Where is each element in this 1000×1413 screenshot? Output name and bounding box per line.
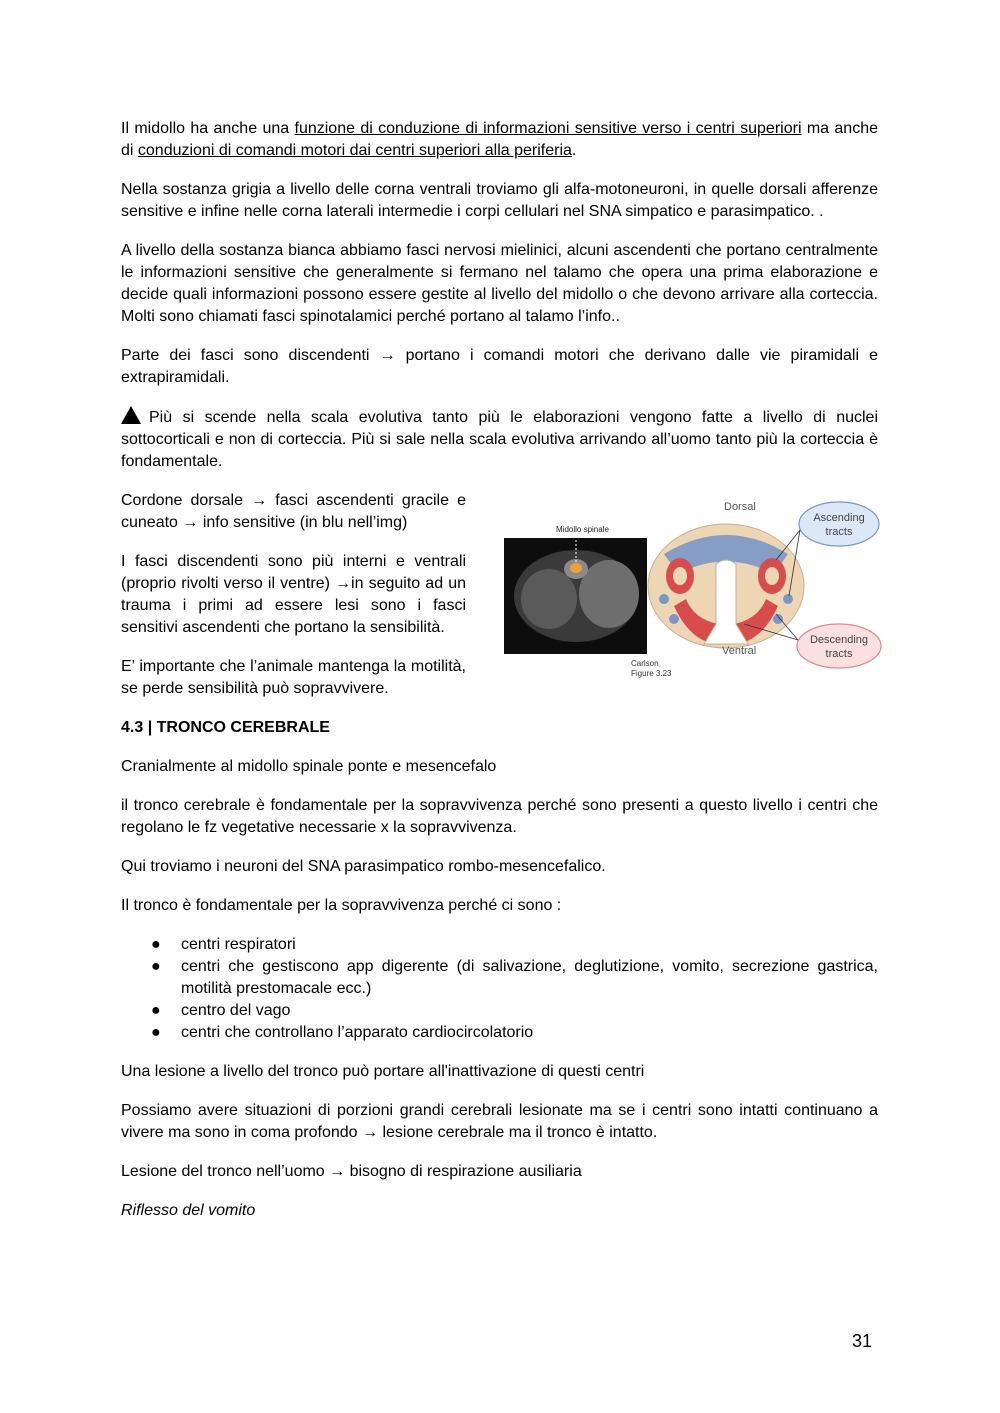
paragraph-vomit-reflex: Riflesso del vomito <box>121 1202 256 1219</box>
list-item <box>151 956 878 1000</box>
text: Più si scende nella scala evolutiva tanto più le elaborazioni vengono fatte a livello di nuclei sottocorticali e non di corteccia. Più si sale nella scala evolutiva arrivando all’uomo tanto più la corteccia è fondamentale. <box>121 409 878 470</box>
text: ma anche di <box>121 120 879 159</box>
descending-label: Descending <box>809 634 869 646</box>
descending-callout <box>797 624 881 668</box>
paragraph-evolution <box>121 406 878 473</box>
descending-label: tracts <box>825 648 853 660</box>
figure-credit: Figure 3.23 <box>631 669 672 678</box>
paragraph-conduction <box>121 118 878 162</box>
list-item <box>151 934 878 956</box>
paragraph-descending-tracts: I fasci discendenti sono più interni e ventrali (proprio rivolti verso il ventre) →in seguito ad un trauma i primi ad essere lesi sono i fasci sensitivi ascendenti che portano la sensibilità. <box>121 553 466 636</box>
text-with-figure <box>121 490 878 700</box>
paragraph-motility: E’ importante che l’animale mantenga la motilità, se perde sensibilità può sopravvivere. <box>121 658 466 697</box>
paragraph-lesion: Una lesione a livello del tronco può portare all'inattivazione di questi centri <box>121 1063 645 1080</box>
underlined-text: funzione di conduzione di informazioni sensitive verso i centri superiori <box>294 120 802 137</box>
section-heading: 4.3 | TRONCO CEREBRALE <box>121 719 330 736</box>
underlined-text: conduzioni di comandi motori dai centri superiori alla periferia <box>137 142 572 159</box>
ct-label: Midollo spinale <box>556 525 609 534</box>
paragraph-descending: Parte dei fasci sono discendenti → portano i comandi motori che derivano dalle vie piramidali e extrapiramidali. <box>121 347 878 386</box>
paragraph-cranial: Cranialmente al midollo spinale ponte e mesencefalo <box>121 758 497 775</box>
paragraph-parasympathetic: Qui troviamo i neuroni del SNA parasimpatico rombo-mesencefalico. <box>121 858 606 875</box>
paragraph-dorsal-cord: Cordone dorsale → fasci ascendenti gracile e cuneato → info sensitive (in blu nell’img) <box>121 492 466 531</box>
text: . <box>571 142 577 159</box>
paragraph-respiration: Lesione del tronco nell’uomo → bisogno di respirazione ausiliaria <box>121 1163 582 1180</box>
list-item <box>151 1022 878 1044</box>
page-number: 31 <box>852 1331 873 1351</box>
paragraph-grey-matter: Nella sostanza grigia a livello delle corna ventrali troviamo gli alfa-motoneuroni, in quelle dorsali afferenze sensitive e infine nelle corna laterali intermedie i corpi cellulari nel SNA simpatico e parasimpatico. . <box>121 181 878 220</box>
bullet-icon: ● <box>151 1002 161 1019</box>
list-item <box>151 1000 878 1022</box>
centers-list <box>121 934 878 1044</box>
list-item-text: centri respiratori <box>181 936 296 953</box>
page-body <box>121 118 878 1222</box>
paragraph-coma: Possiamo avere situazioni di porzioni grandi cerebrali lesionate ma se i centri sono intatti continuano a vivere ma sono in coma profondo → lesione cerebrale ma il tronco è intatto. <box>121 1102 878 1141</box>
paragraph-white-matter: A livello della sostanza bianca abbiamo fasci nervosi mielinici, alcuni ascendenti che portano centralmente le informazioni sensitive che generalmente si fermano nel talamo che opera una prima elaborazione e decide quali informazioni possono essere gestite al livello del midollo o che devono arrivare alla corteccia. Molti sono chiamati fasci spinotalamici perché portano al talamo l’info.. <box>121 242 878 325</box>
dorsal-label: Dorsal <box>724 501 756 513</box>
list-item-text: centri che controllano l’apparato cardiocircolatorio <box>181 1024 534 1041</box>
paragraph-centers-intro: Il tronco è fondamentale per la sopravvivenza perché ci sono : <box>121 897 562 914</box>
ascending-label: Ascending <box>813 512 865 524</box>
ascending-label: tracts <box>825 526 853 538</box>
bullet-icon: ● <box>151 958 161 975</box>
figure-credit: Carlson <box>631 659 659 668</box>
left-column <box>121 490 466 700</box>
paragraph-brainstem: il tronco cerebrale è fondamentale per la sopravvivenza perché sono presenti a questo livello i centri che regolano le fz vegetative necessarie x la sopravvivenza. <box>121 797 878 836</box>
text: Il midollo ha anche una <box>121 120 295 137</box>
warning-triangle-icon <box>121 406 141 424</box>
ventral-label: Ventral <box>722 645 757 657</box>
bullet-icon: ● <box>151 1024 161 1041</box>
spinal-cord-figure <box>504 494 884 680</box>
list-item-text: centro del vago <box>181 1002 291 1019</box>
spinal-cord-highlight <box>570 563 582 573</box>
ascending-callout <box>799 502 879 546</box>
bullet-icon: ● <box>151 936 161 953</box>
list-item-text: centri che gestiscono app digerente (di salivazione, deglutizione, vomito, secrezione gastrica, motilità prestomacale ecc.) <box>181 958 878 997</box>
